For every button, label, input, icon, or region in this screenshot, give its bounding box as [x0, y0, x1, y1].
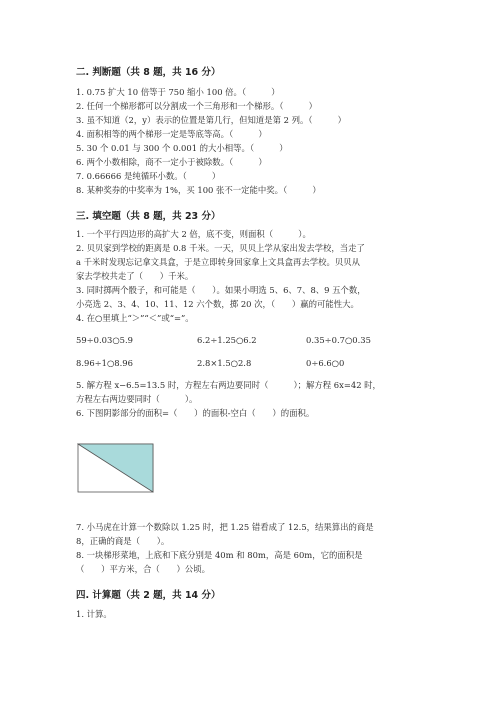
fill-line-13: 8. 一块梯形菜地，上底和下底分别是 40m 和 80m，高是 60m，它的面积是 [76, 550, 363, 560]
section-title-judgement: 二. 判断题（共 8 题，共 16 分） [76, 67, 221, 78]
compare-item: 8.96÷1○8.96 [76, 358, 133, 368]
fill-line-8: 5. 解方程 x−6.5=13.5 时，方程左右两边要同时（ ）；解方程 6x=42 时， [76, 380, 381, 390]
shaded-area-figure [77, 443, 159, 495]
fill-line-9: 方程左右两边要同时（ ）。 [76, 394, 198, 404]
fill-line-3: a 千米时发现忘记拿文具盒，于是立即转身回家拿上文具盒再去学校。贝贝从 [76, 257, 361, 267]
fill-line-5: 3. 同时掷两个骰子，和可能是（ ）。如果小明选 5、6、7、8、9 五个数， [76, 285, 366, 295]
fill-line-14: （ ）平方米，合（ ）公顷。 [76, 564, 210, 574]
judgement-item-7: 7. 0.66666 是纯循环小数。（ ） [76, 171, 221, 181]
fill-line-6: 小亮选 2、3、4、10、11、12 六个数，掷 20 次，（ ）赢的可能性大。 [76, 299, 359, 309]
section-title-calculation: 四. 计算题（共 2 题，共 14 分） [76, 590, 221, 601]
section-title-fill-blank: 三. 填空题（共 8 题，共 23 分） [76, 211, 221, 222]
shaded-triangle [78, 444, 153, 492]
judgement-item-4: 4. 面积相等的两个梯形一定是等底等高。（ ） [76, 129, 267, 139]
judgement-item-2: 2. 任何一个梯形都可以分割成一个三角形和一个梯形。（ ） [76, 101, 317, 111]
judgement-item-3: 3. 虽不知道（2，y）表示的位置是第几行，但知道是第 2 列。（ ） [76, 115, 347, 125]
fill-line-12: 8，正确的商是（ ）。 [76, 536, 170, 546]
judgement-item-5: 5. 30 个 0.01 与 300 个 0.001 的大小相等。（ ） [76, 143, 288, 153]
fill-line-4: 家去学校共走了（ ）千米。 [76, 271, 194, 281]
fill-line-1: 1. 一个平行四边形的高扩大 2 倍，底不变，则面积（ ）。 [76, 229, 311, 239]
judgement-item-8: 8. 某种奖券的中奖率为 1%，买 100 张不一定能中奖。（ ） [76, 185, 321, 195]
compare-item: 6.2÷1.25○6.2 [197, 335, 257, 345]
compare-item: 0.35÷0.7○0.35 [306, 335, 371, 345]
judgement-item-1: 1. 0.75 扩大 10 倍等于 750 缩小 100 倍。（ ） [76, 87, 280, 97]
fill-line-2: 2. 贝贝家到学校的距离是 0.8 千米。一天，贝贝上学从家出发去学校，当走了 [76, 243, 365, 253]
fill-line-7: 4. 在○里填上“＞”“＜”或“=”。 [76, 313, 194, 323]
compare-item: 2.8×1.5○2.8 [197, 358, 252, 368]
calculation-item-1: 1. 计算。 [76, 609, 112, 619]
compare-item: 59÷0.03○5.9 [76, 335, 133, 345]
fill-line-11: 7. 小马虎在计算一个数除以 1.25 时，把 1.25 错看成了 12.5，结果算出的商是 [76, 522, 374, 532]
fill-line-10: 6. 下图阴影部分的面积=（ ）的面积-空白（ ）的面积。 [76, 408, 315, 418]
judgement-item-6: 6. 两个小数相除，商不一定小于被除数。（ ） [76, 157, 267, 167]
compare-item: 0÷6.6○0 [306, 358, 345, 368]
